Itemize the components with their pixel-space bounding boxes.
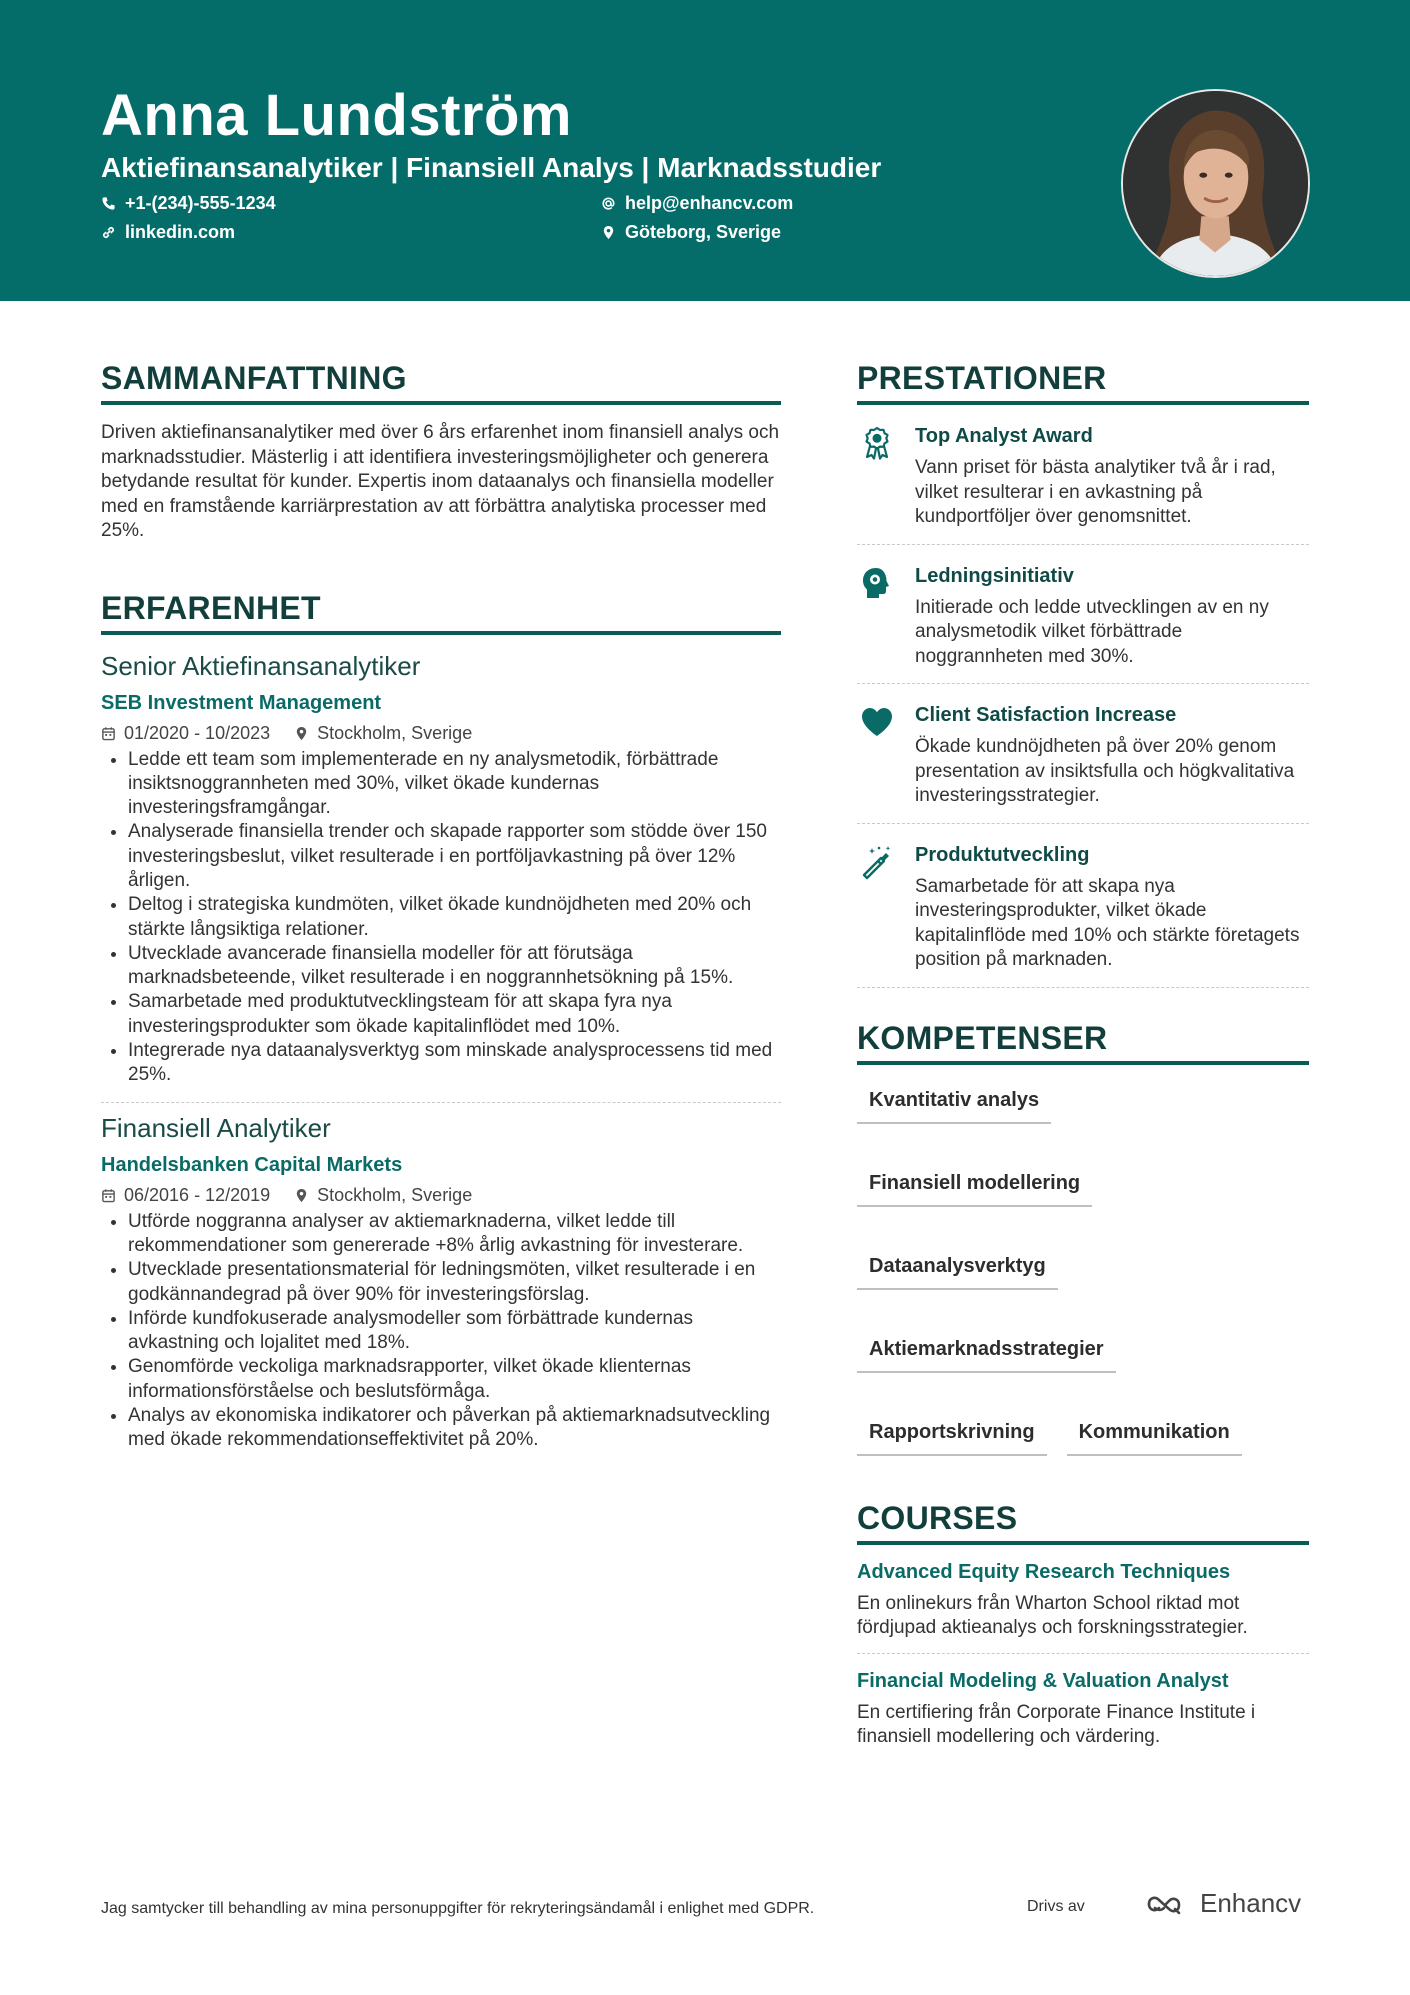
profile-portrait-icon	[1123, 91, 1308, 276]
email-text: help@enhancv.com	[625, 193, 794, 213]
job-bullet: • Samarbetade med produktutvecklingsteam för att skapa fyra nya investeringsprodukter som ökade kapitalinflödet med 10%.	[128, 990, 781, 1039]
left-column	[101, 360, 781, 1453]
contact-phone[interactable]	[101, 193, 276, 214]
gdpr-consent: Jag samtycker till behandling av mina personuppgifter för rekryteringsändamål i enlighet med GDPR.	[101, 1900, 815, 1917]
location-pin-icon	[294, 726, 309, 741]
achievement-text: Ökade kundnöjdheten på över 20% genom presentation av insiktsfulla och högkvalitativa investeringsstrategier.	[915, 736, 1295, 806]
skills-heading: KOMPETENSER	[857, 1020, 1309, 1065]
right-column	[857, 360, 1309, 1762]
job-location	[294, 723, 472, 744]
phone-text: +1-(234)-555-1234	[125, 193, 276, 213]
job-dates-text: 01/2020 - 10/2023	[124, 722, 271, 743]
job-bullet: • Analys av ekonomiska indikatorer och påverkan på aktiemarknadsutveckling med ökade rekommendationseffektivitet på 20%.	[128, 1404, 781, 1453]
job-location-text: Stockholm, Sverige	[317, 722, 473, 743]
skill-tag: Aktiemarknadsstrategier	[857, 1334, 1116, 1373]
achievement-text: Vann priset för bästa analytiker två år i rad, vilket resulterar i en avkastning på kundportföljer över genomsnittet.	[915, 457, 1276, 527]
achievement-item	[857, 824, 1309, 988]
course-text: En onlinekurs från Wharton School riktad mot fördjupad aktieanalys och forskningsstrategier.	[857, 1592, 1248, 1638]
powered-by-label: Drivs av	[1027, 1898, 1085, 1915]
skills-list	[857, 1085, 1309, 1456]
experience-heading: ERFARENHET	[101, 590, 781, 635]
calendar-icon	[101, 1188, 116, 1203]
company-name[interactable]: SEB Investment Management	[101, 691, 382, 714]
course-title: Financial Modeling & Valuation Analyst	[857, 1669, 1229, 1692]
course-item	[857, 1545, 1309, 1654]
skill-tag: Kvantitativ analys	[857, 1085, 1051, 1124]
enhancv-logo-icon	[1146, 1892, 1192, 1916]
job-bullet: • Integrerade nya dataanalysverktyg som minskade analysprocessens tid med 25%.	[128, 1039, 781, 1088]
job-bullet: • Ledde ett team som implementerade en ny analysmetodik, förbättrade insiktsnoggrannheten med 30%, vilket ökade kundernas investeringsframgångar.	[128, 748, 781, 821]
link-icon	[101, 225, 116, 240]
summary-text: Driven aktiefinansanalytiker med över 6 års erfarenhet inom finansiell analys och marknadsstudier. Mästerlig i att identifiera investeringsmöjligheter och generera betydande resultat för kunder. Expertis inom dataanalys och finansiella modeller med en framstående karriärprestation av att förbättra analytiska processer med 25%.	[101, 422, 780, 541]
job-location	[294, 1185, 472, 1206]
brand-name: Enhancv	[1200, 1888, 1302, 1918]
job-entry	[101, 651, 781, 1088]
job-dates	[101, 1185, 270, 1206]
candidate-name: Anna Lundström	[101, 83, 572, 148]
achievement-item	[857, 684, 1309, 824]
summary-heading: SAMMANFATTNING	[101, 360, 781, 405]
job-bullets	[101, 748, 781, 1088]
job-bullet: • Genomförde veckoliga marknadsrapporter, vilket ökade klienternas informationsförståelse och beslutsförmåga.	[128, 1355, 781, 1404]
skill-tag: Rapportskrivning	[857, 1417, 1047, 1456]
contact-email[interactable]	[601, 193, 793, 214]
calendar-icon	[101, 726, 116, 741]
job-bullet: • Utförde noggranna analyser av aktiemarknaderna, vilket ledde till rekommendationer som genererade +8% årlig avkastning för investerare.	[128, 1210, 781, 1259]
location-pin-icon	[601, 225, 616, 240]
location-text: Göteborg, Sverige	[625, 222, 782, 242]
brand-logo[interactable]	[1146, 1888, 1301, 1919]
location-pin-icon	[294, 1188, 309, 1203]
achievement-title: Top Analyst Award	[915, 425, 1093, 447]
achievement-text: Initierade och ledde utvecklingen av en ny analysmetodik vilket förbättrade noggrannheten med 30%.	[915, 596, 1269, 667]
job-title: Finansiell Analytiker	[101, 1112, 331, 1143]
heart-icon	[859, 704, 895, 740]
candidate-subtitle: Aktiefinansanalytiker | Finansiell Analys | Marknadsstudier	[101, 152, 882, 183]
achievement-item	[857, 405, 1309, 545]
job-location-text: Stockholm, Sverige	[317, 1184, 473, 1205]
job-divider	[101, 1102, 781, 1103]
skill-tag: Finansiell modellering	[857, 1168, 1092, 1207]
contact-linkedin[interactable]	[101, 222, 235, 243]
course-title: Advanced Equity Research Techniques	[857, 1560, 1231, 1583]
job-bullets	[101, 1210, 781, 1453]
contact-location	[601, 222, 781, 243]
job-bullet: • Utvecklade presentationsmaterial för ledningsmöten, vilket resulterade i en godkännandegrad på över 90% för investeringsförslag.	[128, 1258, 781, 1307]
job-bullet: • Deltog i strategiska kundmöten, vilket ökade kundnöjdheten med 20% och stärkte långsiktiga relationer.	[128, 893, 781, 942]
job-dates-text: 06/2016 - 12/2019	[124, 1184, 271, 1205]
resume-header	[0, 0, 1410, 301]
at-icon	[601, 196, 616, 211]
magic-wand-icon	[859, 844, 895, 880]
job-bullet: • Utvecklade avancerade finansiella modeller för att förutsäga marknadsbeteende, vilket resulterade i en noggrannhetsökning på 15%.	[128, 942, 781, 991]
job-meta	[101, 1185, 781, 1206]
course-item	[857, 1654, 1309, 1762]
job-meta	[101, 723, 781, 744]
linkedin-text: linkedin.com	[125, 222, 236, 242]
achievement-title: Produktutveckling	[915, 843, 1090, 866]
job-bullet: • Införde kundfokuserade analysmodeller som förbättrade kundernas avkastning och lojalitet med 18%.	[128, 1307, 781, 1356]
company-name[interactable]: Handelsbanken Capital Markets	[101, 1153, 403, 1176]
achievement-title: Client Satisfaction Increase	[915, 704, 1177, 726]
job-entry	[101, 1113, 781, 1453]
job-title: Senior Aktiefinansanalytiker	[101, 650, 421, 681]
job-dates	[101, 723, 270, 744]
course-text: En certifiering från Corporate Finance Institute i finansiell modellering och värdering.	[857, 1701, 1256, 1747]
job-bullet: • Analyserade finansiella trender och skapade rapporter som stödde över 150 investeringsbeslut, vilket resulterade i en portföljavkastning på över 12% årligen.	[128, 820, 781, 893]
achievement-item	[857, 545, 1309, 685]
achievements-heading: PRESTATIONER	[857, 360, 1309, 405]
skill-tag: Kommunikation	[1067, 1417, 1242, 1456]
courses-heading: COURSES	[857, 1500, 1309, 1545]
head-idea-icon	[859, 565, 895, 601]
award-ribbon-icon	[859, 425, 895, 461]
achievement-title: Ledningsinitiativ	[915, 564, 1074, 587]
profile-photo	[1121, 89, 1310, 278]
skill-tag: Dataanalysverktyg	[857, 1251, 1058, 1290]
phone-icon	[101, 196, 116, 211]
achievement-text: Samarbetade för att skapa nya investeringsprodukter, vilket ökade kapitalinflöde med 10% och stärkte företagets position på marknaden.	[915, 875, 1300, 970]
